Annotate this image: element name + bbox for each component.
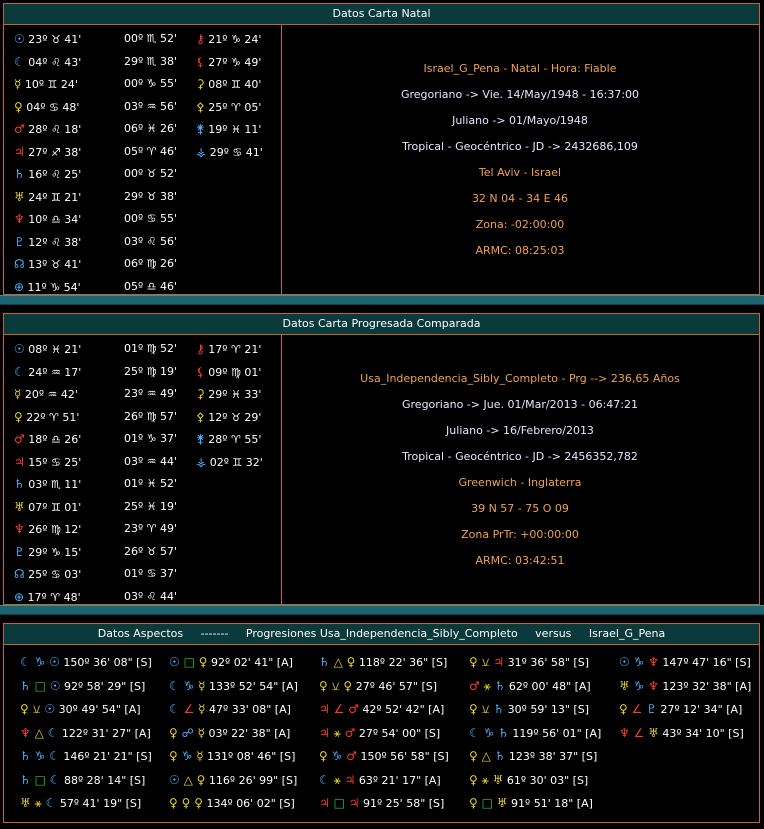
planet-glyph: ♅ (648, 725, 659, 740)
aspects-title-progression: Progresiones Usa_Independencia_Sibly_Completo (245, 627, 518, 640)
aspect-entry (20, 650, 152, 674)
planet-glyph: ☉ (619, 655, 630, 669)
planet-glyph: ☾ (45, 796, 57, 810)
progressed-cell: ♄ 03º ♏ 11' (14, 477, 82, 491)
planet-glyph: ♀ (469, 796, 478, 810)
progressed-info-line: Tropical - Geocéntrico - JD -> 2456352,782 (402, 450, 638, 463)
natal-cell: ⚸ 27º ♑ 49' (196, 54, 262, 69)
aspect-entry (319, 768, 441, 792)
natal-panel (3, 3, 760, 295)
planet-glyph: ♀ (469, 655, 478, 669)
progressed-info-line: ARMC: 03:42:51 (475, 554, 565, 567)
aspect-value: 134º 06' 02" [S] (203, 797, 295, 810)
planet-glyph: ♄ (493, 702, 505, 716)
planet-glyph: ♅ (619, 678, 630, 693)
aspect-glyph: □ (30, 678, 50, 693)
planet-glyph: ♀ (20, 702, 29, 716)
aspect-entry (319, 697, 444, 721)
planet-glyph: ♆ (20, 725, 31, 740)
planet-glyph: ☾ (169, 678, 180, 693)
aspect-value: 133º 52' 54" [A] (205, 679, 298, 693)
natal-info-line: Tel Aviv - Israel (478, 166, 562, 179)
progressed-cell: ☾ 24º ♒ 17' (14, 364, 82, 379)
planet-glyph: ♀ (346, 655, 356, 669)
progressed-cell: ⚷ 17º ♈ 21' (196, 342, 262, 356)
aspects-title-bar (4, 624, 759, 645)
planet-glyph: ☿ (198, 678, 206, 693)
planet-glyph: ♄ (498, 725, 509, 740)
aspect-value: 118º 22' 36" [S] (355, 656, 448, 669)
planet-glyph: ☉ (49, 655, 60, 669)
aspect-glyph: ∠ (179, 702, 199, 716)
planet-glyph: ♂ (469, 678, 480, 693)
separator-bar (0, 295, 764, 305)
natal-cell: ♂ 28º ♌ 18' (14, 122, 82, 136)
aspect-value: 30º 49' 54" [A] (55, 703, 141, 716)
progressed-positions-table (4, 334, 282, 604)
progressed-cell: 03º ♒ 44' (124, 454, 178, 468)
aspect-glyph: △ (329, 655, 347, 669)
aspect-value: 131º 08' 46" [S] (203, 750, 296, 763)
natal-cell: 05º ♈ 46' (124, 144, 178, 158)
planet-glyph: ♅ (492, 772, 504, 787)
progressed-cell: ⚵ 28º ♈ 55' (196, 432, 262, 446)
aspect-entry (169, 744, 295, 768)
natal-info (281, 24, 759, 294)
natal-info-line: 32 N 04 - 34 E 46 (471, 192, 569, 205)
aspect-entry (20, 697, 141, 721)
aspect-entry (469, 650, 589, 674)
aspect-entry (169, 650, 293, 674)
aspect-entry (169, 697, 291, 721)
planet-glyph: ☉ (169, 772, 180, 787)
natal-positions-table (4, 24, 282, 294)
natal-info-line: Israel_G_Pena - Natal - Hora: Fiable (423, 62, 617, 75)
aspect-entry (319, 650, 447, 674)
aspect-glyph: ⚹ (477, 772, 493, 787)
progressed-info-line: Zona PrTr: +00:00:00 (461, 528, 579, 541)
aspect-value: 03º 22' 38" [A] (204, 726, 291, 740)
natal-info-line: Zona: -02:00:00 (475, 218, 565, 231)
aspect-value: 150º 36' 08" [S] (59, 656, 152, 669)
progressed-cell: ☊ 25º ♋ 03' (14, 567, 82, 581)
aspect-glyph: ♑ (30, 749, 50, 763)
progressed-cell: ♆ 26º ♍ 12' (14, 522, 82, 536)
planet-glyph: ♆ (648, 655, 659, 669)
planet-glyph: ♅ (20, 796, 31, 810)
aspect-value: 61º 30' 03" [S] (503, 773, 589, 787)
aspect-value: 92º 02' 41" [A] (207, 656, 293, 669)
planet-glyph: ♀ (343, 678, 353, 693)
planet-glyph: ♀ (169, 796, 178, 810)
progressed-cell: 01º ♑ 37' (124, 432, 178, 445)
natal-cell: ♀ 04º ♋ 48' (14, 99, 80, 114)
natal-cell: 00º ♏ 52' (124, 32, 178, 45)
aspect-glyph: ☍ (177, 725, 198, 740)
natal-cell: 03º ♌ 56' (124, 234, 178, 248)
progressed-info-line: Gregoriano -> Jue. 01/Mar/2013 - 06:47:21 (402, 398, 638, 411)
aspect-glyph: △ (179, 772, 197, 787)
natal-cell: ♄ 16º ♌ 25' (14, 167, 82, 181)
aspect-value: 116º 26' 99" [S] (205, 773, 298, 787)
natal-cell: ☾ 04º ♌ 43' (14, 54, 82, 69)
planet-glyph: ♃ (319, 725, 330, 740)
progressed-cell: 01º ♋ 37' (124, 567, 178, 580)
planet-glyph: ♄ (494, 749, 506, 763)
planet-glyph: ☿ (198, 702, 206, 716)
aspect-value: 43º 34' 10" [S] (658, 726, 744, 740)
planet-glyph: ♄ (20, 749, 31, 763)
natal-cell: 29º ♉ 38' (124, 189, 178, 203)
planet-glyph: ☿ (196, 749, 204, 763)
planet-glyph: ♅ (496, 796, 508, 810)
natal-info-line: ARMC: 08:25:03 (475, 244, 565, 257)
aspect-value: 63º 21' 17" [A] (355, 773, 441, 787)
aspect-glyph: ♑ (327, 749, 347, 763)
aspect-value: 119º 56' 01" [A] (508, 726, 602, 740)
progressed-title: Datos Carta Progresada Comparada (4, 314, 759, 335)
aspect-glyph: ♑ (177, 749, 197, 763)
planet-glyph: ♀ (169, 725, 178, 740)
progressed-cell: 25º ♍ 19' (124, 364, 178, 378)
aspect-entry (619, 674, 751, 698)
aspect-entry (319, 744, 449, 768)
aspect-value: 42º 52' 42" [A] (358, 703, 445, 716)
aspect-value: 31º 36' 58" [S] (504, 656, 589, 669)
progressed-cell: 03º ♌ 44' (124, 589, 178, 603)
natal-cell: ♃ 27º ♐ 38' (14, 144, 82, 159)
planet-glyph: ☾ (169, 702, 180, 716)
aspect-glyph: △ (477, 749, 495, 763)
aspect-value: 88º 28' 14" [S] (60, 773, 146, 787)
aspect-value: 150º 56' 58" [S] (356, 750, 449, 763)
aspect-value: 27º 12' 34" [A] (656, 703, 743, 716)
aspect-entry (20, 674, 145, 698)
natal-cell: 06º ♍ 26' (124, 257, 178, 270)
aspects-title-versus: versus (535, 627, 572, 640)
planet-glyph: ☉ (44, 702, 56, 716)
aspect-entry (169, 721, 290, 745)
planet-glyph: ♂ (346, 749, 357, 763)
separator-bar (0, 605, 764, 615)
aspect-entry (469, 697, 589, 721)
progressed-info-line: Usa_Independencia_Sibly_Completo - Prg --> 236,65 Años (360, 372, 680, 385)
planet-glyph: ♀ (319, 749, 328, 763)
natal-cell: ☉ 23º ♉ 41' (14, 32, 82, 46)
aspect-glyph: ♑ (629, 678, 649, 693)
natal-cell: ♇ 12º ♌ 38' (14, 234, 82, 249)
aspects-title-dash: ------- (200, 627, 229, 640)
aspect-value: 57º 41' 19" [S] (56, 797, 142, 810)
aspect-entry (319, 791, 444, 815)
progressed-panel (3, 313, 760, 605)
aspect-entry (20, 791, 141, 815)
progressed-info (281, 334, 759, 604)
planet-glyph: ♆ (619, 725, 630, 740)
natal-cell: ♅ 24º ♊ 21' (14, 189, 82, 204)
progressed-cell: ⚸ 09º ♍ 01' (196, 364, 262, 379)
aspect-glyph: △ (30, 725, 48, 740)
aspect-entry (469, 768, 588, 792)
progressed-cell: 25º ♓ 19' (124, 499, 178, 513)
planet-glyph: ☿ (197, 725, 205, 740)
progressed-cell: ♃ 15º ♋ 25' (14, 454, 82, 469)
aspect-glyph: ∠ (329, 702, 349, 716)
natal-info-line: Juliano -> 01/Mayo/1948 (452, 114, 588, 127)
planet-glyph: ♃ (319, 796, 330, 810)
aspect-value: 47º 33' 08" [A] (205, 703, 291, 716)
planet-glyph: ☉ (49, 678, 61, 693)
natal-cell: 00º ♉ 52' (124, 167, 178, 180)
planet-glyph: ♀ (169, 749, 178, 763)
aspect-value: 91º 51' 18" [A] (507, 797, 593, 810)
progressed-cell: ♇ 29º ♑ 15' (14, 544, 82, 559)
aspect-entry (20, 768, 145, 792)
aspect-value: 27º 46' 57" [S] (352, 679, 438, 693)
natal-cell: ♆ 10º ♎ 34' (14, 212, 82, 226)
aspect-glyph: □ (477, 796, 497, 810)
planet-glyph: ♆ (648, 678, 659, 693)
planet-glyph: ☾ (319, 772, 330, 787)
aspect-value: 27º 54' 00" [S] (355, 726, 441, 740)
aspect-glyph: ⚺ (477, 655, 494, 669)
aspect-glyph: ♑ (30, 655, 50, 669)
aspect-value: 62º 00' 48" [A] (505, 679, 591, 693)
aspect-glyph: ∠ (627, 702, 647, 716)
aspects-panel (3, 623, 760, 823)
natal-info-line: Tropical - Geocéntrico - JD -> 2432686,109 (402, 140, 638, 153)
aspect-entry (619, 697, 742, 721)
aspect-glyph: ⚺ (477, 702, 494, 716)
progressed-info-line: Greenwich - Inglaterra (458, 476, 582, 489)
planet-glyph: ♄ (319, 655, 330, 669)
progressed-cell: ⚴ 12º ♉ 29' (196, 409, 262, 424)
natal-cell: 06º ♓ 26' (124, 122, 178, 135)
natal-cell: 29º ♏ 38' (124, 54, 178, 68)
planet-glyph: ♀ (469, 749, 478, 763)
planet-glyph: ♄ (20, 772, 31, 787)
aspect-value: 123º 32' 38" [A] (658, 679, 752, 693)
planet-glyph: ☾ (49, 772, 61, 787)
aspect-entry (169, 674, 298, 698)
progressed-cell: 23º ♈ 49' (124, 522, 178, 535)
planet-glyph: ♀ (194, 796, 204, 810)
natal-cell: ☿ 10º ♊ 24' (14, 77, 78, 91)
planet-glyph: ♀ (619, 702, 628, 716)
planet-glyph: ♂ (348, 702, 359, 716)
aspect-entry (469, 791, 593, 815)
planet-glyph: ♄ (20, 678, 31, 693)
planet-glyph: ♀ (196, 772, 206, 787)
aspect-glyph: ∠ (629, 725, 649, 740)
natal-cell: ⚷ 21º ♑ 24' (196, 32, 262, 46)
progressed-cell: 01º ♓ 52' (124, 477, 178, 490)
aspect-glyph: ⚹ (479, 678, 495, 693)
aspect-glyph: ♑ (629, 655, 649, 669)
aspect-glyph: ♑ (479, 725, 499, 740)
aspect-glyph: ♀ (177, 796, 195, 810)
natal-cell: ⚴ 25º ♈ 05' (196, 99, 262, 114)
aspect-entry (319, 721, 440, 745)
natal-cell: ⚳ 08º ♊ 40' (196, 77, 262, 91)
aspect-entry (469, 674, 591, 698)
natal-title: Datos Carta Natal (4, 4, 759, 25)
planet-glyph: ♃ (319, 702, 330, 716)
aspect-entry (169, 791, 295, 815)
natal-cell: 00º ♑ 55' (124, 77, 178, 90)
progressed-info-line: 39 N 57 - 75 O 09 (471, 502, 569, 515)
progressed-cell: ⚳ 29º ♓ 33' (196, 387, 262, 401)
aspects-grid (4, 644, 759, 822)
progressed-cell: ♀ 22º ♈ 51' (14, 409, 80, 424)
aspect-value: 91º 25' 58" [S] (359, 797, 445, 810)
natal-cell: ⚵ 19º ♓ 11' (196, 122, 262, 136)
natal-cell: 03º ♒ 56' (124, 99, 178, 113)
planet-glyph: ♂ (344, 725, 356, 740)
aspect-glyph: ⚹ (30, 796, 46, 810)
aspect-entry (619, 650, 751, 674)
aspect-entry (319, 674, 437, 698)
progressed-info-line: Juliano -> 16/Febrero/2013 (446, 424, 594, 437)
aspect-glyph: □ (179, 655, 199, 669)
planet-glyph: ☾ (49, 749, 60, 763)
natal-info-line: Gregoriano -> Vie. 14/May/1948 - 16:37:00 (400, 88, 640, 101)
natal-cell: ☊ 13º ♉ 41' (14, 257, 82, 271)
natal-cell: 00º ♋ 55' (124, 212, 178, 225)
aspect-entry (169, 768, 297, 792)
planet-glyph: ♃ (493, 655, 505, 669)
progressed-cell: ♂ 18º ♎ 26' (14, 432, 82, 446)
natal-cell: ⊕ 11º ♑ 54' (14, 279, 81, 294)
planet-glyph: ♀ (198, 655, 208, 669)
planet-glyph: ♀ (319, 678, 328, 693)
planet-glyph: ☾ (47, 725, 59, 740)
progressed-cell: ⚶ 02º ♊ 32' (196, 454, 263, 469)
progressed-cell: 26º ♉ 57' (124, 544, 178, 558)
aspect-glyph: ⚹ (329, 725, 345, 740)
aspect-entry (469, 721, 601, 745)
aspect-value: 147º 47' 16" [S] (658, 656, 751, 669)
aspect-glyph: ⚺ (327, 678, 344, 693)
aspect-value: 122º 31' 27" [A] (58, 726, 151, 740)
planet-glyph: ☾ (469, 725, 480, 740)
planet-glyph: ☉ (169, 655, 180, 669)
progressed-cell: 26º ♍ 57' (124, 409, 178, 423)
aspect-entry (20, 744, 152, 768)
aspect-glyph: ♑ (179, 678, 199, 693)
planet-glyph: ♃ (348, 796, 360, 810)
planet-glyph: ♇ (646, 702, 657, 716)
planet-glyph: ♀ (469, 772, 478, 787)
aspect-glyph: ⚺ (28, 702, 45, 716)
natal-cell: ⚶ 29º ♋ 41' (196, 144, 263, 159)
planet-glyph: ♄ (494, 678, 506, 693)
aspect-value: 123º 38' 37" [S] (505, 750, 598, 763)
progressed-cell: 23º ♒ 49' (124, 387, 178, 400)
progressed-cell: 01º ♍ 52' (124, 342, 178, 355)
aspect-value: 146º 21' 21" [S] (59, 750, 152, 763)
aspect-entry (469, 744, 597, 768)
aspects-title: Datos Aspectos (97, 627, 184, 640)
progressed-cell: ⊕ 17º ♈ 48' (14, 589, 81, 604)
progressed-cell: ☉ 08º ♓ 21' (14, 342, 82, 356)
aspect-entry (619, 721, 744, 745)
natal-cell: 05º ♎ 46' (124, 279, 178, 293)
aspect-glyph: □ (30, 772, 50, 787)
planet-glyph: ☾ (20, 655, 31, 669)
progressed-cell: ♅ 07º ♊ 01' (14, 499, 82, 514)
planet-glyph: ♃ (344, 772, 356, 787)
aspects-title-natal: Israel_G_Pena (588, 627, 666, 640)
aspect-glyph: □ (329, 796, 349, 810)
progressed-cell: ☿ 20º ♒ 42' (14, 387, 78, 401)
planet-glyph: ♀ (469, 702, 478, 716)
aspect-value: 92º 58' 29" [S] (60, 679, 146, 693)
aspect-entry (20, 721, 151, 745)
aspect-value: 30º 59' 13" [S] (504, 703, 589, 716)
aspect-glyph: ⚹ (329, 772, 345, 787)
